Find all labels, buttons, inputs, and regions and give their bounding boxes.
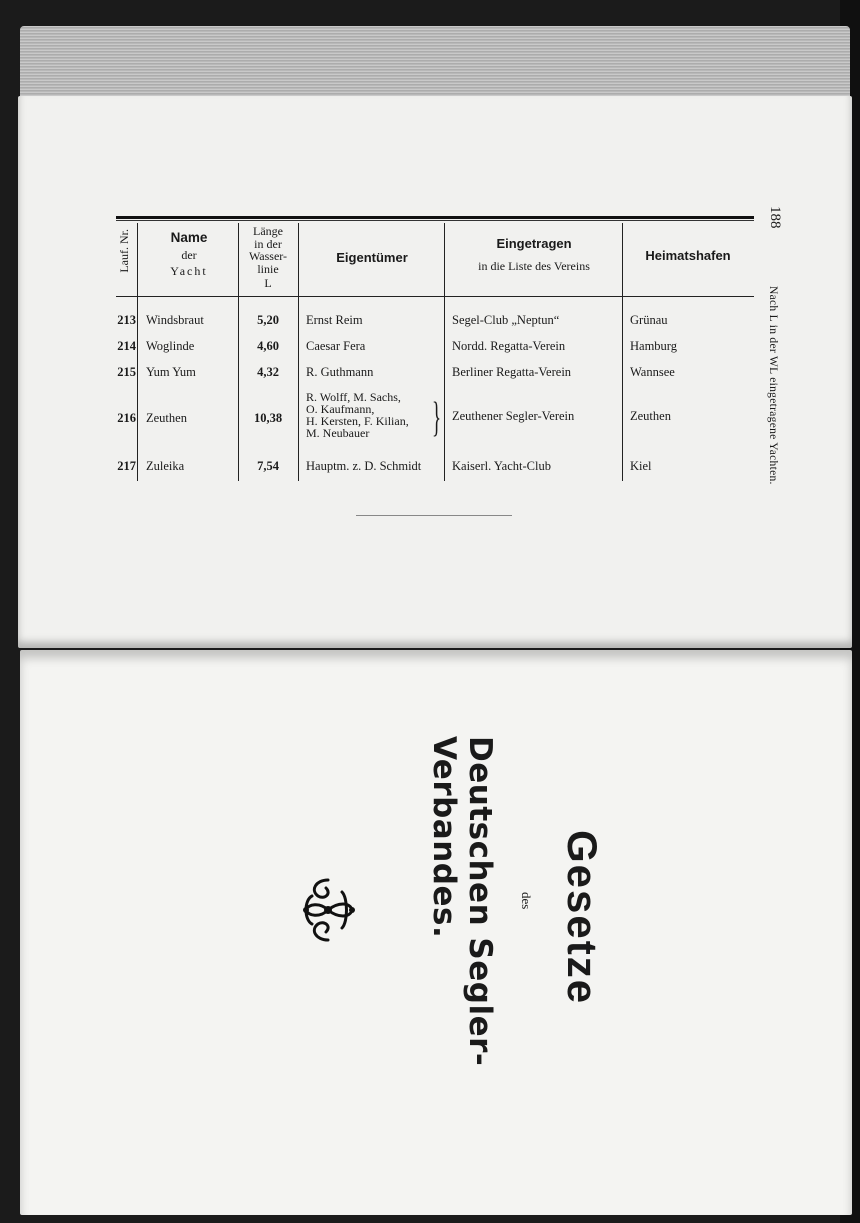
- page-number: 188: [767, 206, 783, 229]
- header-eingetragen: Eingetragen in die Liste des Vereins: [478, 236, 590, 273]
- title-page: [420, 720, 620, 1120]
- yacht-table: Lauf. Nr. Name der Yacht Länge in der Wasser- linie L Eigentümer Eingetragen in die Liste des Vereins Heimatshafen 213 Windsbraut 5,20 Ernst Reim Segel-Club „Neptun“ Grünau 214 Woglinde 4,60 Caesar Fera Nordd. Regatta-Verein Hamburg 215 Yum Yum 4,32 R. Guthmann Berliner Regatta-Verein Wannsee 216 Zeuthen 10,38 R. Wolff, M. Sachs, O. Kaufmann, H. Kersten, F. Kilian, M. Neubauer } Zeuthener Segler-Verein Zeuthen 217 Zuleika 7,54 Hauptm. z. D. Schmidt Kaiserl. Yacht-Club Kiel: [112, 213, 752, 485]
- table-header-rule: [116, 296, 754, 297]
- end-rule: [356, 515, 512, 516]
- header-eigentumer: Eigentümer: [336, 250, 408, 265]
- header-heimatshafen: Heimatshafen: [645, 248, 731, 263]
- table-top-rule-thin: [116, 220, 754, 221]
- header-name: Name der Yacht: [170, 230, 208, 278]
- brace-glyph: }: [432, 395, 442, 441]
- fleuron-ornament-icon: [298, 872, 358, 948]
- table-row: 216 Zeuthen 10,38 R. Wolff, M. Sachs, O. Kaufmann, H. Kersten, F. Kilian, M. Neubauer } Zeuthener Segler-Verein Zeuthen: [117, 390, 671, 441]
- running-title: Nach L in der WL eingetragene Yachten.: [767, 286, 779, 485]
- owner-list: R. Wolff, M. Sachs, O. Kaufmann, H. Kersten, F. Kilian, M. Neubauer: [306, 390, 409, 440]
- title-main: Gesetze: [559, 830, 606, 1006]
- page-stack-edge: [20, 26, 850, 106]
- header-lange: Länge in der Wasser- linie L: [248, 224, 288, 291]
- title-sub: Deutschen Segler-Verbandes.: [426, 736, 498, 1067]
- header-lauf-nr: Lauf. Nr.: [116, 229, 131, 273]
- table-top-rule: [116, 216, 754, 219]
- title-des: des: [519, 892, 534, 910]
